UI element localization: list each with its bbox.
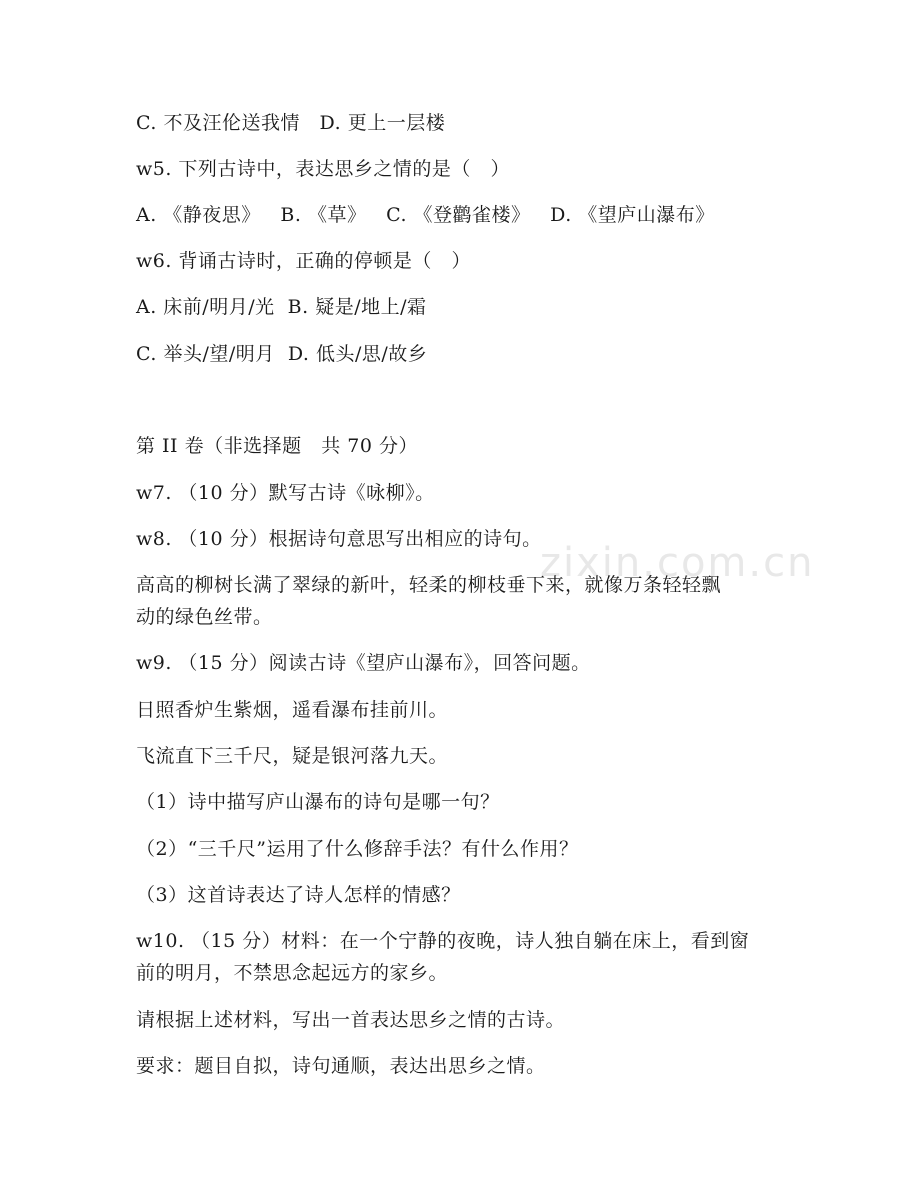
q8-material-line1: 高高的柳树长满了翠绿的新叶，轻柔的柳枝垂下来，就像万条轻轻飘 bbox=[136, 574, 722, 596]
q10-material-line1: w10. （15 分）材料：在一个宁静的夜晚，诗人独自躺在床上，看到窗 bbox=[136, 930, 750, 952]
q9-sub3: （3）这首诗表达了诗人怎样的情感？ bbox=[136, 884, 461, 906]
q9-question: w9. （15 分）阅读古诗《望庐山瀑布》，回答问题。 bbox=[136, 652, 591, 674]
watermark: zixin.com.cn bbox=[540, 540, 815, 586]
q6-options-cd: C. 举头/望/明月 D. 低头/思/故乡 bbox=[136, 343, 428, 365]
q5-options: A. 《静夜思》 B. 《草》 C. 《登鹳雀楼》 D. 《望庐山瀑布》 bbox=[136, 204, 715, 226]
q10-instruction: 请根据上述材料，写出一首表达思乡之情的古诗。 bbox=[136, 1009, 566, 1031]
q8-question: w8. （10 分）根据诗句意思写出相应的诗句。 bbox=[136, 528, 542, 550]
q9-sub1: （1）诗中描写庐山瀑布的诗句是哪一句？ bbox=[136, 791, 500, 813]
poem-line-2: 飞流直下三千尺，疑是银河落九天。 bbox=[136, 745, 449, 767]
q9-sub2: （2）“三千尺”运用了什么修辞手法？有什么作用？ bbox=[136, 838, 579, 860]
q6-options-ab: A. 床前/明月/光 B. 疑是/地上/霜 bbox=[136, 296, 427, 318]
q6-question: w6. 背诵古诗时，正确的停顿是（ ） bbox=[136, 250, 472, 272]
q10-requirements: 要求：题目自拟，诗句通顺，表达出思乡之情。 bbox=[136, 1055, 546, 1077]
q8-material-line2: 动的绿色丝带。 bbox=[136, 606, 273, 628]
q5-question: w5. 下列古诗中，表达思乡之情的是（ ） bbox=[136, 158, 511, 180]
poem-line-1: 日照香炉生紫烟，遥看瀑布挂前川。 bbox=[136, 699, 449, 721]
q10-material-line2: 前的明月，不禁思念起远方的家乡。 bbox=[136, 962, 449, 984]
q4-options-cd: C. 不及汪伦送我情 D. 更上一层楼 bbox=[136, 112, 446, 134]
q7-question: w7. （10 分）默写古诗《咏柳》。 bbox=[136, 482, 435, 504]
section-title: 第 II 卷（非选择题 共 70 分） bbox=[136, 435, 418, 457]
